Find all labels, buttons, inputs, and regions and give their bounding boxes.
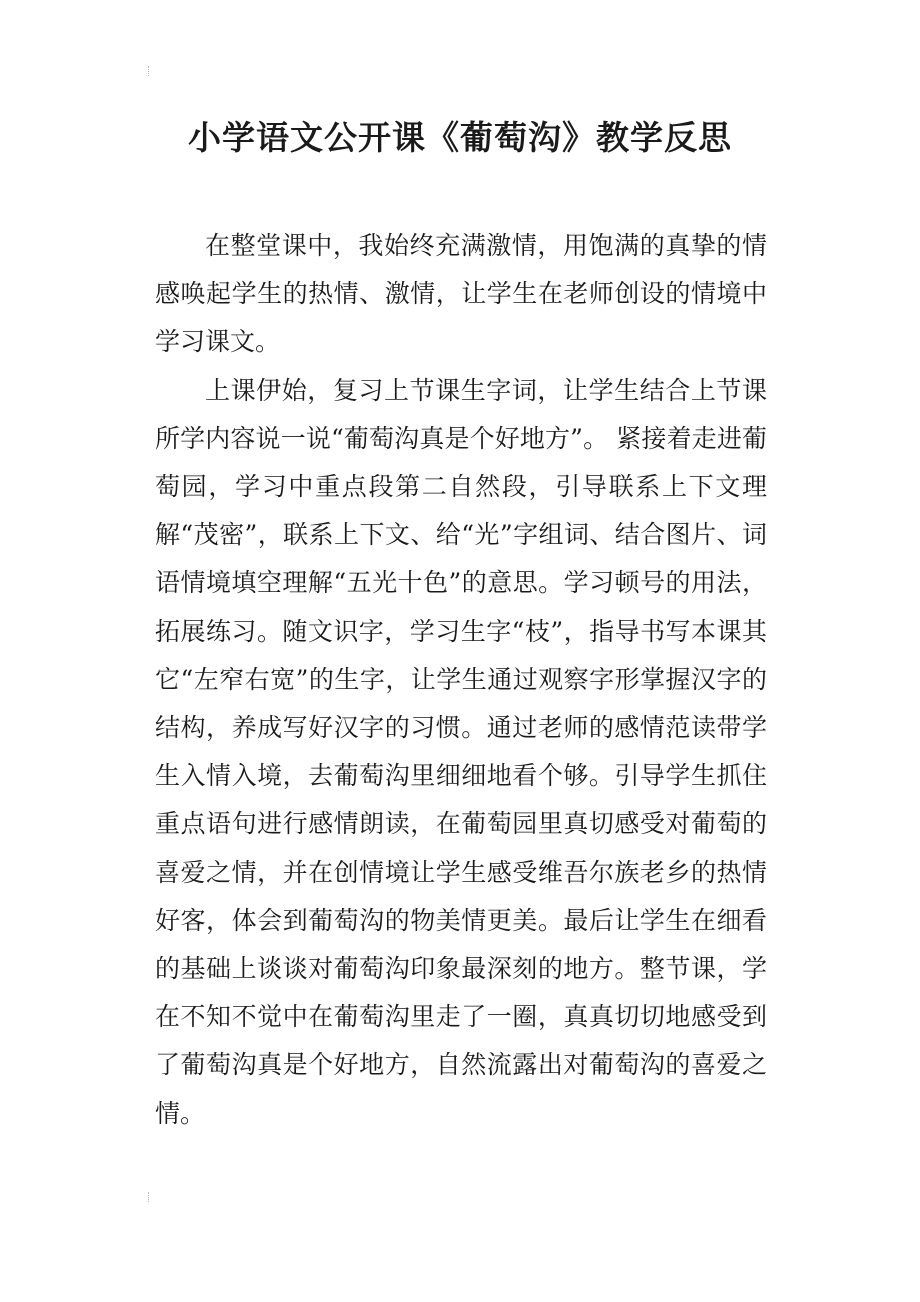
- document-body: [155, 222, 767, 1138]
- scan-mark-bottom: [148, 1192, 153, 1202]
- document-title: 小学语文公开课《葡萄沟》教学反思: [188, 118, 732, 157]
- scan-mark-top: [148, 66, 153, 76]
- paragraph-intro: 在整堂课中，我始终充满激情，用饱满的真挚的情感唤起学生的热情、激情，让学生在老师创设的情境中学习课文。: [155, 231, 767, 357]
- paragraph-lesson-process: 上课伊始，复习上节课生字词，让学生结合上节课所学内容说一说“葡萄沟真是个好地方”。 紧接着走进葡萄园，学习中重点段第二自然段，引导联系上下文理解“茂密”，联系上下文、给“光”字组词、结合图片、词语情境填空理解“五光十色”的意思。学习顿号的用法，拓展练习。随文识字，学习生字“枝”，指导书写本课其它“左窄右宽”的生字，让学生通过观察字形掌握汉字的结构，养成写好汉字的习惯。通过老师的感情范读带学生入情入境，去葡萄沟里细细地看个够。引导学生抓住重点语句进行感情朗读，在葡萄园里真切感受对葡萄的喜爱之情，并在创情境让学生感受维吾尔族老乡的热情好客，体会到葡萄沟的物美情更美。最后让学生在细看的基础上谈谈对葡萄沟印象最深刻的地方。整节课，学在不知不觉中在葡萄沟里走了一圈，真真切切地感受到了葡萄沟真是个好地方，自然流露出对葡萄沟的喜爱之情。: [155, 375, 767, 1128]
